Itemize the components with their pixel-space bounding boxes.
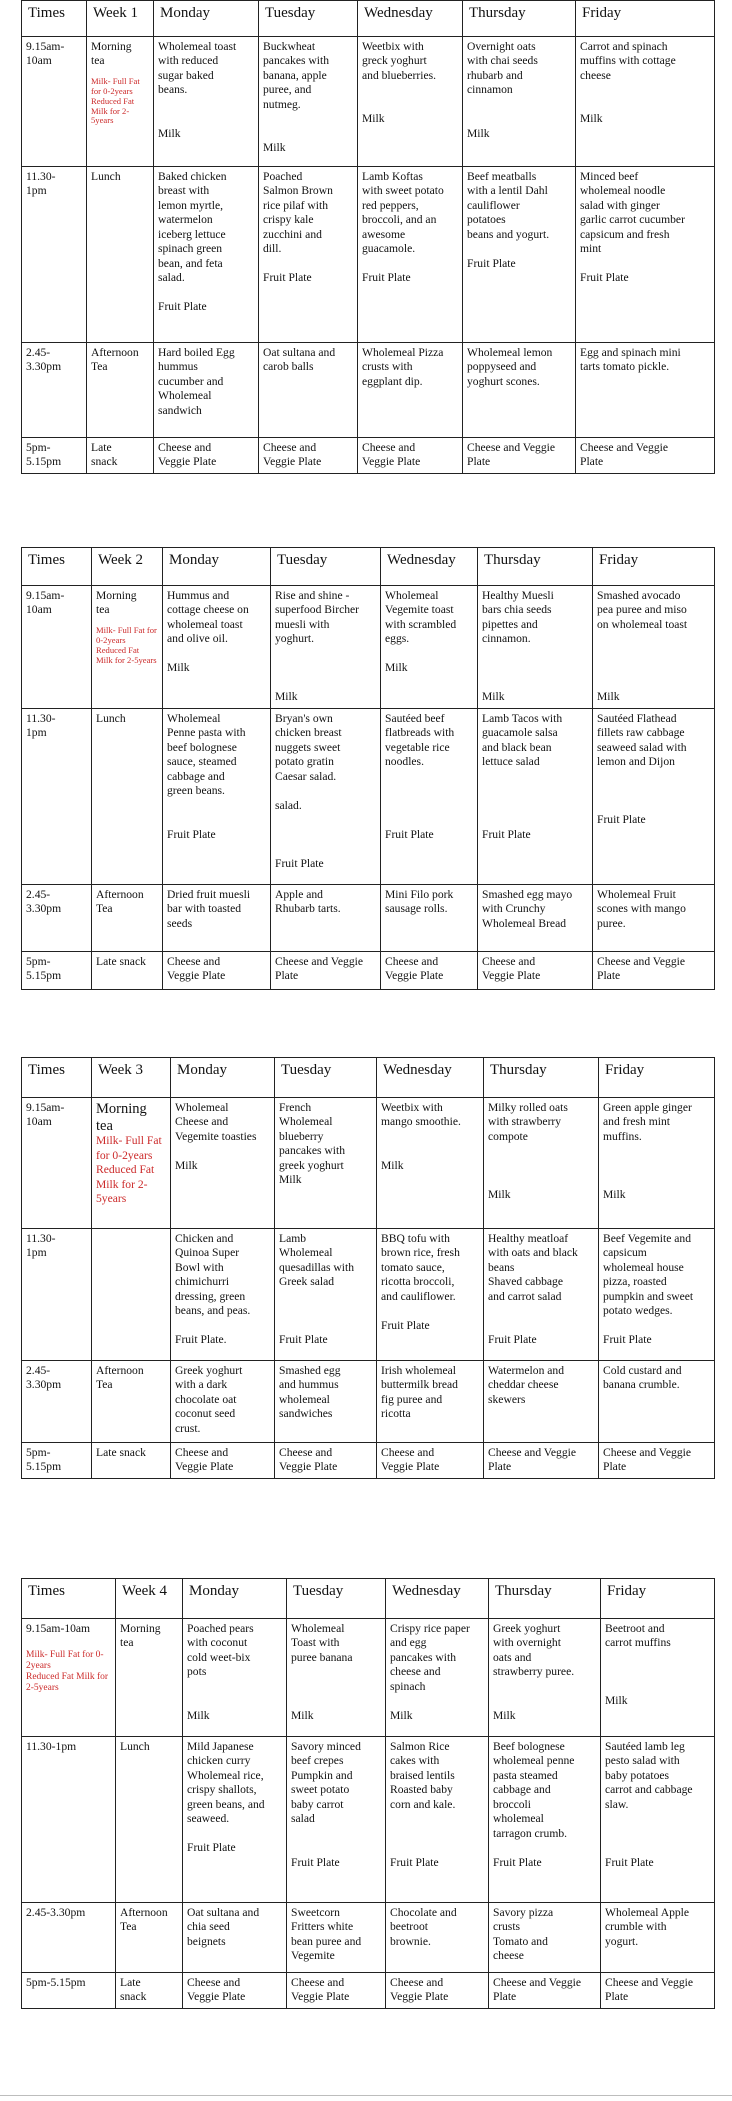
- time-cell: 2.45- 3.30pm: [22, 1361, 92, 1443]
- week-2-menu-table: [21, 547, 715, 990]
- day-header-friday: Friday: [576, 1, 715, 37]
- times-header: Times: [22, 1579, 116, 1619]
- menu-cell: Oat sultana and carob balls: [259, 343, 358, 438]
- menu-cell: Cheese and Veggie Plate: [171, 1443, 275, 1479]
- day-header-thursday: Thursday: [484, 1058, 599, 1098]
- meal-cell: Morning tea: [116, 1619, 183, 1737]
- menu-cell: Green apple ginger and fresh mint muffins. Milk: [599, 1098, 715, 1229]
- menu-cell: Egg and spinach mini tarts tomato pickle.: [576, 343, 715, 438]
- menu-cell: Cheese and Veggie Plate: [275, 1443, 377, 1479]
- menu-cell: Chicken and Quinoa Super Bowl with chimichurri dressing, green beans, and peas. Fruit Plate.: [171, 1229, 275, 1361]
- week-label: Week 2: [92, 548, 163, 586]
- menu-cell: Bryan's own chicken breast nuggets sweet potato gratin Caesar salad. salad. Fruit Plate: [271, 708, 381, 884]
- week-3-menu-table: [21, 1057, 715, 1479]
- times-header: Times: [22, 548, 92, 586]
- menu-cell: Smashed avocado pea puree and miso on wholemeal toast Milk: [593, 586, 715, 709]
- menu-cell: Cheese and Veggie Plate: [358, 438, 463, 474]
- menu-cell: Dried fruit muesli bar with toasted seeds: [163, 884, 271, 951]
- meal-label: Morning tea: [96, 589, 137, 617]
- meal-cell: Afternoon Tea: [92, 884, 163, 951]
- day-header-monday: Monday: [154, 1, 259, 37]
- menu-cell: Wholemeal Fruit scones with mango puree.: [593, 884, 715, 951]
- menu-cell: Savory pizza crusts Tomato and cheese: [489, 1903, 601, 1973]
- milk-note: Milk- Full Fat for 0-2years Reduced Fat Milk for 2-5years: [96, 624, 157, 665]
- week-label: Week 4: [116, 1579, 183, 1619]
- time-cell: 2.45- 3.30pm: [22, 884, 92, 951]
- day-header-monday: Monday: [183, 1579, 287, 1619]
- menu-cell: Cheese and Veggie Plate: [287, 1973, 386, 2009]
- menu-cell: Healthy meatloaf with oats and black beans Shaved cabbage and carrot salad Fruit Plate: [484, 1229, 599, 1361]
- menu-cell: Cheese and Veggie Plate: [593, 951, 715, 989]
- meal-cell: Lunch: [116, 1737, 183, 1903]
- day-header-wednesday: Wednesday: [381, 548, 478, 586]
- meal-cell: Afternoon Tea: [87, 343, 154, 438]
- time-cell: 5pm- 5.15pm: [22, 438, 87, 474]
- time-cell: 5pm- 5.15pm: [22, 951, 92, 989]
- menu-cell: Cheese and Veggie Plate: [154, 438, 259, 474]
- menu-cell: Wholemeal Vegemite toast with scrambled eggs. Milk: [381, 586, 478, 709]
- menu-cell: Cheese and Veggie Plate: [271, 951, 381, 989]
- week-label: Week 3: [92, 1058, 171, 1098]
- menu-cell: Sautéed beef flatbreads with vegetable rice noodles. Fruit Plate: [381, 708, 478, 884]
- menu-cell: Wholemeal Apple crumble with yogurt.: [601, 1903, 715, 1973]
- menu-cell: Cheese and Veggie Plate: [259, 438, 358, 474]
- day-header-friday: Friday: [599, 1058, 715, 1098]
- menu-cell: Cheese and Veggie Plate: [576, 438, 715, 474]
- menu-cell: Smashed egg and hummus wholemeal sandwiches: [275, 1361, 377, 1443]
- time-cell: 11.30- 1pm: [22, 708, 92, 884]
- menu-cell: Apple and Rhubarb tarts.: [271, 884, 381, 951]
- menu-cell: Wholemeal lemon poppyseed and yoghurt scones.: [463, 343, 576, 438]
- time-cell: 9.15am- 10am: [22, 37, 87, 167]
- day-header-friday: Friday: [593, 548, 715, 586]
- menu-cell: Savory minced beef crepes Pumpkin and sweet potato baby carrot salad Fruit Plate: [287, 1737, 386, 1903]
- meal-cell: [92, 586, 163, 709]
- meal-cell: Lunch: [87, 167, 154, 343]
- day-header-tuesday: Tuesday: [271, 548, 381, 586]
- menu-cell: Cheese and Veggie Plate: [381, 951, 478, 989]
- menu-cell: Milky rolled oats with strawberry compote Milk: [484, 1098, 599, 1229]
- meal-cell: Late snack: [116, 1973, 183, 2009]
- menu-cell: Weetbix with greck yoghurt and blueberries. Milk: [358, 37, 463, 167]
- menu-cell: Cheese and Veggie Plate: [163, 951, 271, 989]
- menu-cell: Lamb Koftas with sweet potato red peppers, broccoli, and an awesome guacamole. Fruit Plate: [358, 167, 463, 343]
- meal-label: Morning tea: [96, 1101, 147, 1134]
- meal-cell: [92, 1229, 171, 1361]
- day-header-monday: Monday: [171, 1058, 275, 1098]
- meal-cell: Lunch: [92, 708, 163, 884]
- menu-cell: Beetroot and carrot muffins Milk: [601, 1619, 715, 1737]
- meal-cell: Afternoon Tea: [92, 1361, 171, 1443]
- meal-cell: Late snack: [87, 438, 154, 474]
- time-cell: 11.30- 1pm: [22, 167, 87, 343]
- menu-cell: Hard boiled Egg hummus cucumber and Wholemeal sandwich: [154, 343, 259, 438]
- menu-cell: Carrot and spinach muffins with cottage cheese Milk: [576, 37, 715, 167]
- menu-cell: Irish wholemeal buttermilk bread fig puree and ricotta: [377, 1361, 484, 1443]
- menu-cell: Cheese and Veggie Plate: [478, 951, 593, 989]
- menu-cell: Watermelon and cheddar cheese skewers: [484, 1361, 599, 1443]
- day-header-tuesday: Tuesday: [259, 1, 358, 37]
- menu-cell: Rise and shine - superfood Bircher muesli with yoghurt. Milk: [271, 586, 381, 709]
- day-header-wednesday: Wednesday: [377, 1058, 484, 1098]
- time-cell: 5pm- 5.15pm: [22, 1443, 92, 1479]
- menu-cell: Wholemeal Penne pasta with beef bolognese sauce, steamed cabbage and green beans. Fruit Plate: [163, 708, 271, 884]
- day-header-wednesday: Wednesday: [358, 1, 463, 37]
- day-header-thursday: Thursday: [489, 1579, 601, 1619]
- week-4-menu-table: [21, 1578, 715, 2009]
- menu-cell: Cheese and Veggie Plate: [386, 1973, 489, 2009]
- menu-cell: Crispy rice paper and egg pancakes with cheese and spinach Milk: [386, 1619, 489, 1737]
- times-header: Times: [22, 1, 87, 37]
- menu-cell: Baked chicken breast with lemon myrtle, watermelon iceberg lettuce spinach green bean, and feta salad. Fruit Plate: [154, 167, 259, 343]
- menu-cell: Beef bolognese wholemeal penne pasta steamed cabbage and broccoli wholemeal tarragon crumb. Fruit Plate: [489, 1737, 601, 1903]
- day-header-thursday: Thursday: [463, 1, 576, 37]
- menu-cell: Wholemeal Toast with puree banana Milk: [287, 1619, 386, 1737]
- page-bottom-divider: [0, 2095, 732, 2096]
- time-cell: 2.45- 3.30pm: [22, 343, 87, 438]
- milk-note: Milk- Full Fat for 0-2years Reduced Fat Milk for 2-5years: [91, 75, 140, 126]
- day-header-tuesday: Tuesday: [287, 1579, 386, 1619]
- meal-cell: Late snack: [92, 951, 163, 989]
- menu-cell: Greek yoghurt with overnight oats and strawberry puree. Milk: [489, 1619, 601, 1737]
- menu-cell: Sautéed Flathead fillets raw cabbage seaweed salad with lemon and Dijon Fruit Plate: [593, 708, 715, 884]
- menu-cell: Cheese and Veggie Plate: [599, 1443, 715, 1479]
- time-cell: 9.15am- 10am: [22, 586, 92, 709]
- meal-cell: [92, 1098, 171, 1229]
- menu-cell: Poached pears with coconut cold weet-bix pots Milk: [183, 1619, 287, 1737]
- meal-label: Morning tea: [91, 40, 132, 68]
- menu-cell: Cheese and Veggie Plate: [183, 1973, 287, 2009]
- menu-cell: Cold custard and banana crumble.: [599, 1361, 715, 1443]
- day-header-wednesday: Wednesday: [386, 1579, 489, 1619]
- menu-cell: Mild Japanese chicken curry Wholemeal rice, crispy shallots, green beans, and seaweed. Fruit Plate: [183, 1737, 287, 1903]
- menu-cell: Chocolate and beetroot brownie.: [386, 1903, 489, 1973]
- menu-cell: Beef meatballs with a lentil Dahl cauliflower potatoes beans and yogurt. Fruit Plate: [463, 167, 576, 343]
- menu-cell: Hummus and cottage cheese on wholemeal toast and olive oil. Milk: [163, 586, 271, 709]
- menu-cell: Wholemeal Cheese and Vegemite toasties Milk: [171, 1098, 275, 1229]
- menu-cell: Sautéed lamb leg pesto salad with baby potatoes carrot and cabbage slaw. Fruit Plate: [601, 1737, 715, 1903]
- menu-cell: Wholemeal toast with reduced sugar baked beans. Milk: [154, 37, 259, 167]
- menu-cell: Poached Salmon Brown rice pilaf with crispy kale zucchini and dill. Fruit Plate: [259, 167, 358, 343]
- menu-cell: Healthy Muesli bars chia seeds pipettes and cinnamon. Milk: [478, 586, 593, 709]
- time-cell: [22, 1619, 116, 1737]
- time-label: 9.15am-10am: [26, 1622, 91, 1635]
- menu-cell: Cheese and Veggie Plate: [377, 1443, 484, 1479]
- menu-cell: Buckwheat pancakes with banana, apple puree, and nutmeg. Milk: [259, 37, 358, 167]
- day-header-monday: Monday: [163, 548, 271, 586]
- meal-cell: Late snack: [92, 1443, 171, 1479]
- milk-note: Milk- Full Fat for 0-2years Reduced Fat Milk for 2-5years: [26, 1650, 109, 1694]
- menu-cell: Mini Filo pork sausage rolls.: [381, 884, 478, 951]
- meal-cell: [87, 37, 154, 167]
- times-header: Times: [22, 1058, 92, 1098]
- menu-cell: Oat sultana and chia seed beignets: [183, 1903, 287, 1973]
- day-header-tuesday: Tuesday: [275, 1058, 377, 1098]
- menu-cell: Beef Vegemite and capsicum wholemeal house pizza, roasted pumpkin and sweet potato wedges. Fruit Plate: [599, 1229, 715, 1361]
- time-cell: 9.15am- 10am: [22, 1098, 92, 1229]
- milk-note: Milk- Full Fat for 0-2years Reduced Fat Milk for 2-5years: [96, 1134, 162, 1206]
- menu-cell: Overnight oats with chai seeds rhubarb and cinnamon Milk: [463, 37, 576, 167]
- menu-cell: Minced beef wholemeal noodle salad with ginger garlic carrot cucumber capsicum and fresh mint Fruit Plate: [576, 167, 715, 343]
- week-1-menu-table: [21, 0, 715, 474]
- menu-cell: Cheese and Veggie Plate: [601, 1973, 715, 2009]
- menu-cell: Lamb Wholemeal quesadillas with Greek salad Fruit Plate: [275, 1229, 377, 1361]
- menu-cell: BBQ tofu with brown rice, fresh tomato sauce, ricotta broccoli, and cauliflower. Fruit Plate: [377, 1229, 484, 1361]
- time-cell: 5pm-5.15pm: [22, 1973, 116, 2009]
- menu-cell: Greek yoghurt with a dark chocolate oat coconut seed crust.: [171, 1361, 275, 1443]
- meal-cell: Afternoon Tea: [116, 1903, 183, 1973]
- menu-cell: Sweetcorn Fritters white bean puree and Vegemite: [287, 1903, 386, 1973]
- menu-cell: Wholemeal Pizza crusts with eggplant dip.: [358, 343, 463, 438]
- time-cell: 11.30-1pm: [22, 1737, 116, 1903]
- menu-cell: Weetbix with mango smoothie. Milk: [377, 1098, 484, 1229]
- menu-cell: Cheese and Veggie Plate: [489, 1973, 601, 2009]
- time-cell: 2.45-3.30pm: [22, 1903, 116, 1973]
- menu-cell: Salmon Rice cakes with braised lentils Roasted baby corn and kale. Fruit Plate: [386, 1737, 489, 1903]
- menu-cell: Cheese and Veggie Plate: [463, 438, 576, 474]
- menu-cell: French Wholemeal blueberry pancakes with greek yoghurt Milk: [275, 1098, 377, 1229]
- menu-cell: Smashed egg mayo with Crunchy Wholemeal Bread: [478, 884, 593, 951]
- menu-cell: Lamb Tacos with guacamole salsa and black bean lettuce salad Fruit Plate: [478, 708, 593, 884]
- time-cell: 11.30- 1pm: [22, 1229, 92, 1361]
- day-header-thursday: Thursday: [478, 548, 593, 586]
- day-header-friday: Friday: [601, 1579, 715, 1619]
- menu-cell: Cheese and Veggie Plate: [484, 1443, 599, 1479]
- week-label: Week 1: [87, 1, 154, 37]
